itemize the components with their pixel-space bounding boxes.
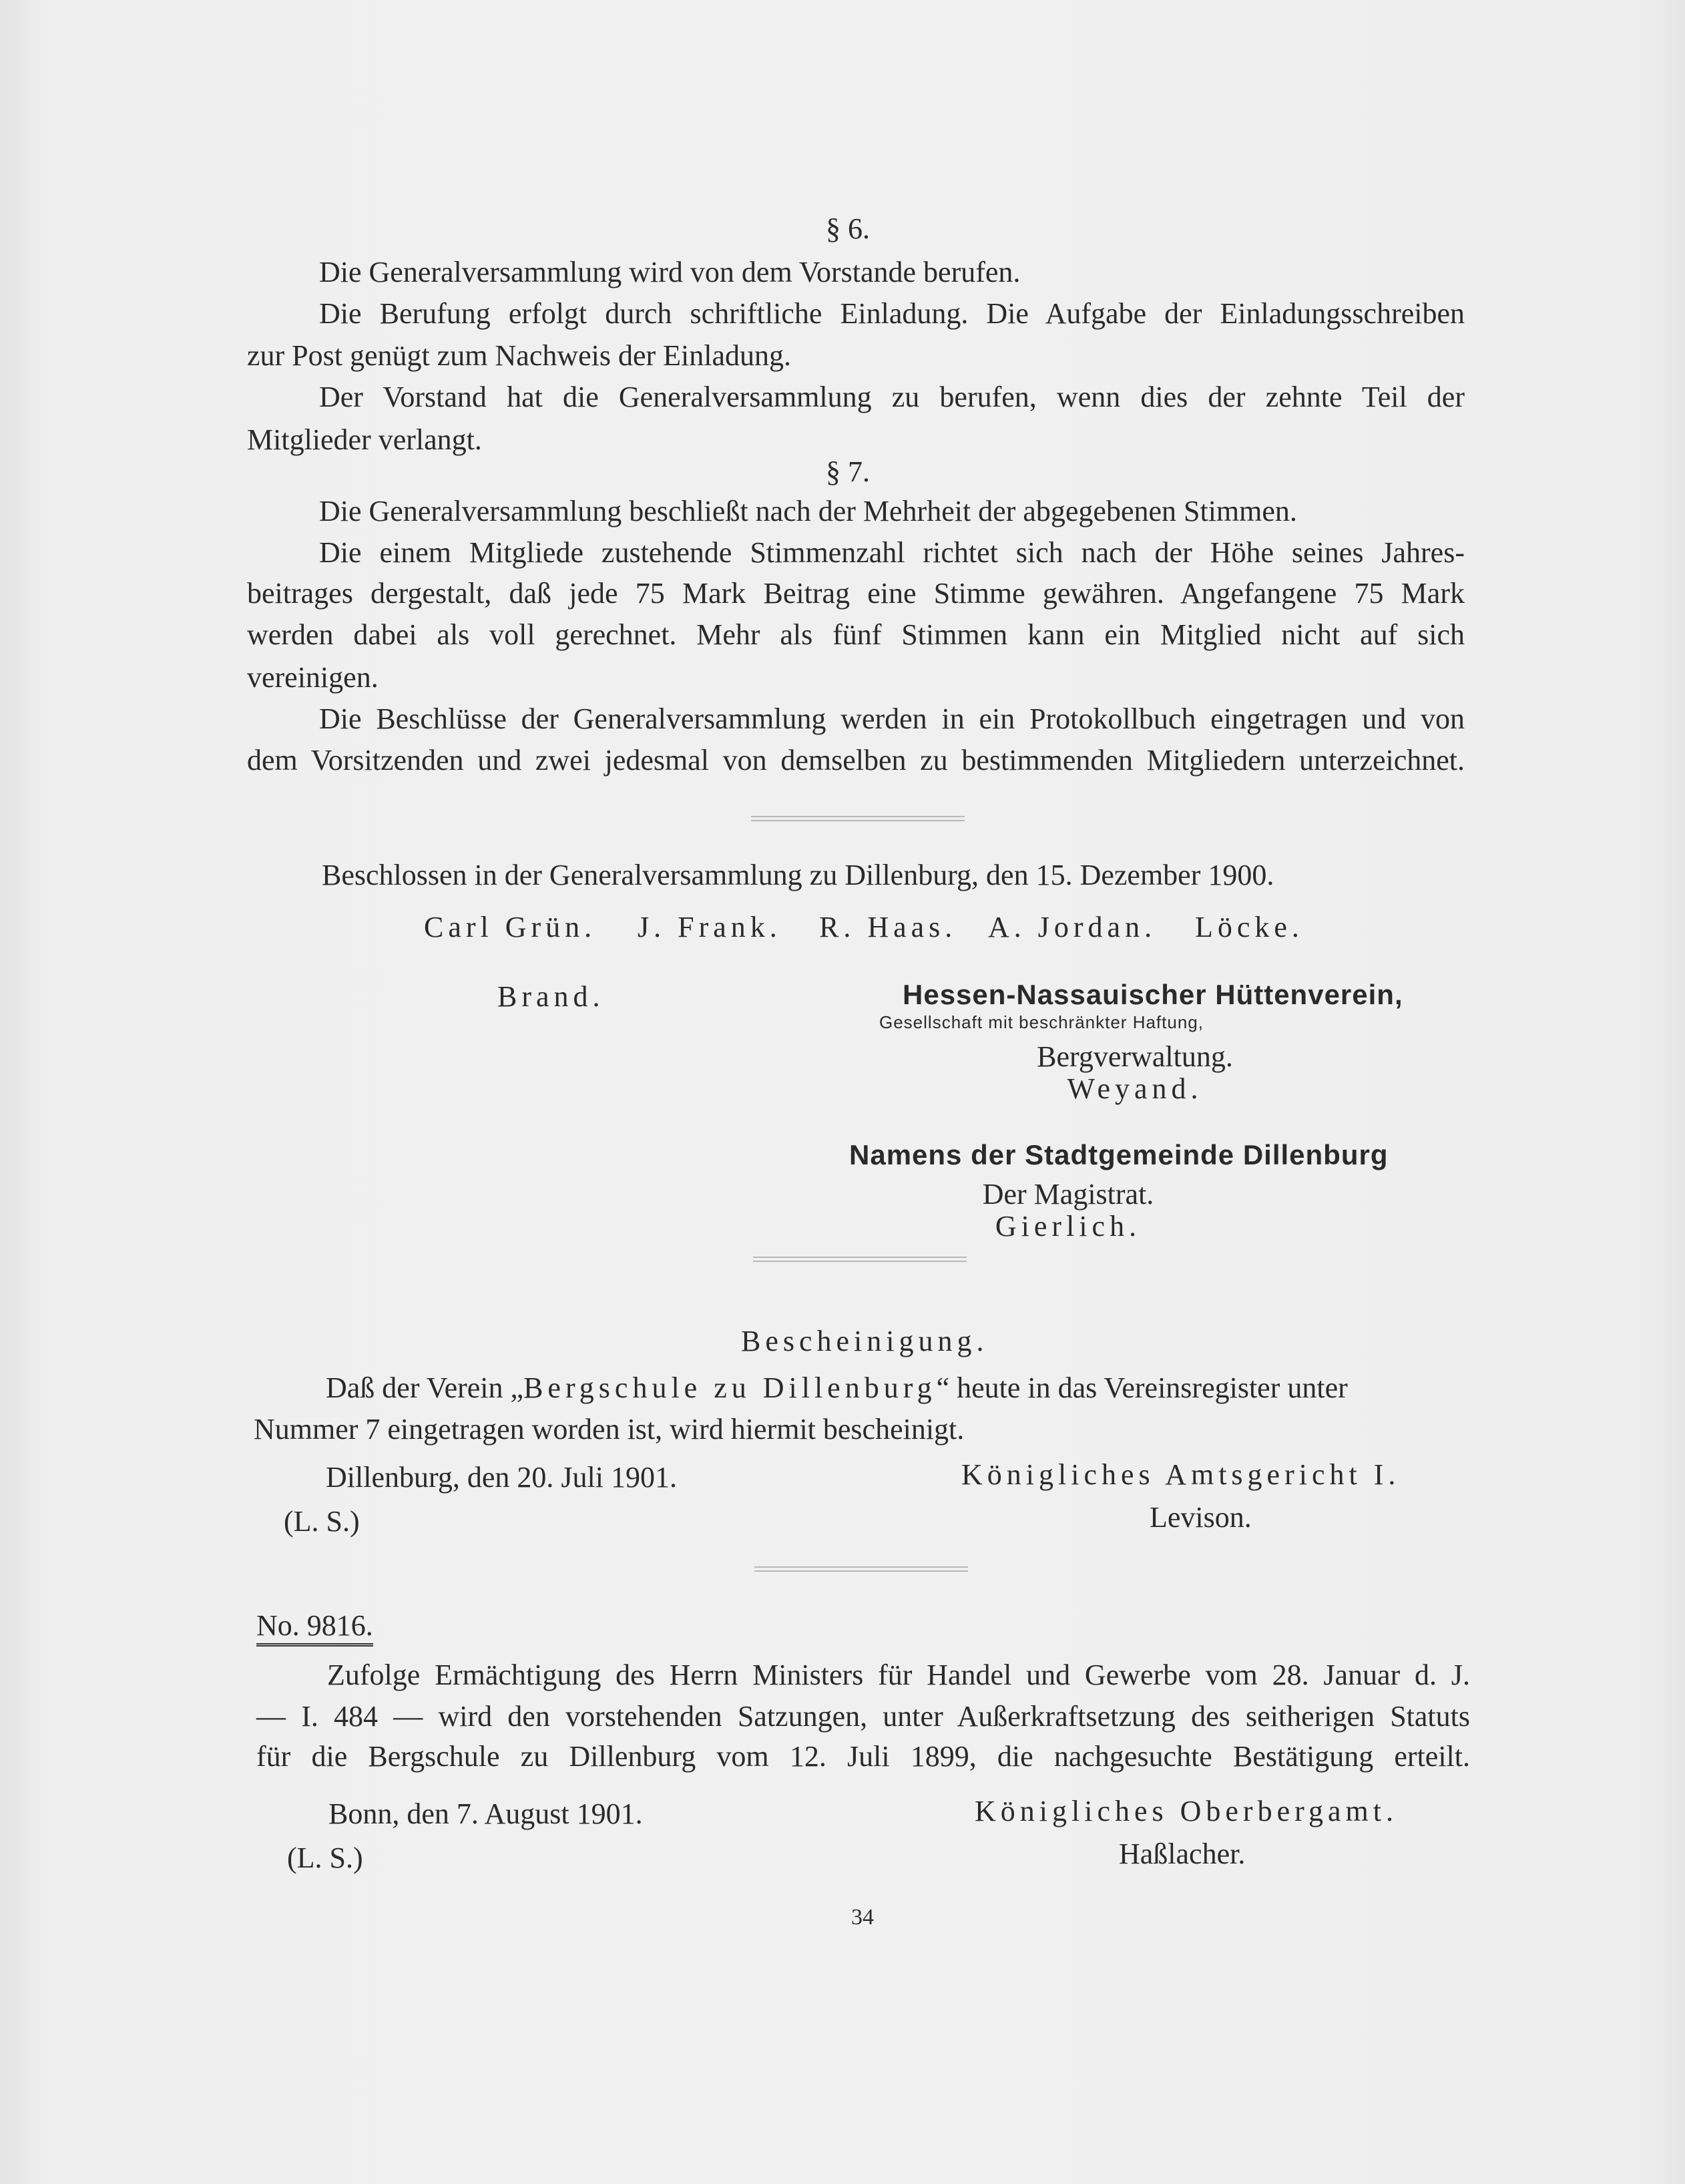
stadtgemeinde-subtitle: Der Magistrat. — [982, 1178, 1154, 1211]
huettenverein-subtitle: Gesellschaft mit beschränkter Haftung, — [879, 1012, 1204, 1032]
divider-rule — [754, 1566, 968, 1572]
huettenverein-signer: Weyand. — [1067, 1072, 1203, 1105]
stadtgemeinde-signer: Gierlich. — [995, 1210, 1142, 1243]
section-7-paragraph-2-line-3: werden dabei als voll gerechnet. Mehr als fünf Stimmen kann ein Mitglied nicht auf sich — [247, 618, 1465, 651]
page-number: 34 — [851, 1905, 874, 1930]
section-7-heading: § 7. — [826, 455, 870, 488]
certificate-place-date: Dillenburg, den 20. Juli 1901. — [326, 1461, 677, 1494]
approval-number-text: No. 9816. — [256, 1609, 373, 1647]
certificate-heading: Bescheinigung. — [741, 1325, 989, 1357]
signatory-brand: Brand. — [497, 980, 605, 1013]
section-7-paragraph-3-line-2: dem Vorsitzenden und zwei jedesmal von demselben zu bestimmenden Mitgliedern unterzeichnet. — [247, 744, 1465, 777]
stadtgemeinde-name: Namens der Stadtgemeinde Dillenburg — [849, 1139, 1389, 1170]
divider-rule — [753, 1257, 967, 1262]
approval-number — [256, 1605, 373, 1647]
section-6-paragraph-3-line-2: Mitglieder verlangt. — [247, 423, 482, 456]
approval-place-date: Bonn, den 7. August 1901. — [328, 1797, 643, 1830]
certificate-line-2: Nummer 7 eingetragen worden ist, wird hiermit bescheinigt. — [254, 1413, 965, 1446]
section-6-paragraph-2-line-2: zur Post genügt zum Nachweis der Einladung. — [247, 339, 792, 372]
certificate-association-name: Bergschule zu Dillenburg — [523, 1371, 937, 1404]
section-7-paragraph-3-line-1: Die Beschlüsse der Generalversammlung werden in ein Protokollbuch eingetragen und von — [319, 702, 1465, 735]
resolution-statement: Beschlossen in der Generalversammlung zu Dillenburg, den 15. Dezember 1900. — [322, 859, 1274, 891]
approval-line-2: — I. 484 — wird den vorstehenden Satzungen, unter Außerkraftsetzung des seitherigen Statuts — [256, 1700, 1470, 1733]
section-6-heading: § 6. — [826, 212, 870, 245]
signatory-loecke: Löcke. — [1195, 911, 1304, 943]
section-7-paragraph-2-line-1: Die einem Mitgliede zustehende Stimmenzahl richtet sich nach der Höhe seines Jahres- — [319, 536, 1465, 569]
section-6-paragraph-2-line-1: Die Berufung erfolgt durch schriftliche Einladung. Die Aufgabe der Einladungsschreiben — [319, 297, 1465, 330]
section-7-paragraph-2-line-2: beitrages dergestalt, daß jede 75 Mark Beitrag eine Stimme gewähren. Angefangene 75 Mark — [247, 577, 1465, 610]
certificate-seal: (L. S.) — [284, 1505, 360, 1538]
signatory-frank: J. Frank. — [638, 911, 782, 943]
signatory-gruen: Carl Grün. — [424, 911, 597, 943]
signatory-jordan: A. Jordan. — [988, 911, 1157, 943]
certificate-line-1-start — [326, 1367, 1348, 1409]
signatory-haas: R. Haas. — [819, 911, 957, 943]
approval-seal: (L. S.) — [287, 1841, 363, 1874]
section-6-paragraph-3-line-1: Der Vorstand hat die Generalversammlung zu berufen, wenn dies der zehnte Teil der — [319, 381, 1465, 413]
divider-rule — [751, 816, 965, 821]
huettenverein-department: Bergverwaltung. — [1037, 1040, 1233, 1073]
section-7-paragraph-2-line-4: vereinigen. — [247, 661, 379, 694]
approval-signer: Haßlacher. — [1119, 1837, 1246, 1870]
section-6-paragraph-1: Die Generalversammlung wird von dem Vorstande berufen. — [319, 256, 1021, 288]
section-7-paragraph-1: Die Generalversammlung beschließt nach der Mehrheit der abgegebenen Stimmen. — [319, 495, 1297, 527]
approval-authority: Königliches Oberbergamt. — [975, 1795, 1398, 1827]
certificate-authority: Königliches Amtsgericht I. — [961, 1458, 1401, 1491]
approval-line-1: Zufolge Ermächtigung des Herrn Ministers für Handel und Gewerbe vom 28. Januar d. J. — [327, 1659, 1470, 1691]
certificate-signer: Levison. — [1150, 1501, 1252, 1534]
certificate-line-1-prefix: Daß der Verein „ — [326, 1371, 524, 1404]
certificate-line-1-suffix: “ heute in das Vereinsregister unter — [936, 1371, 1348, 1404]
certificate-line-1 — [326, 1367, 1469, 1409]
approval-line-3: für die Bergschule zu Dillenburg vom 12. Juli 1899, die nachgesuchte Bestätigung erteilt. — [256, 1740, 1470, 1773]
huettenverein-name: Hessen-Nassauischer Hüttenverein, — [903, 979, 1403, 1010]
